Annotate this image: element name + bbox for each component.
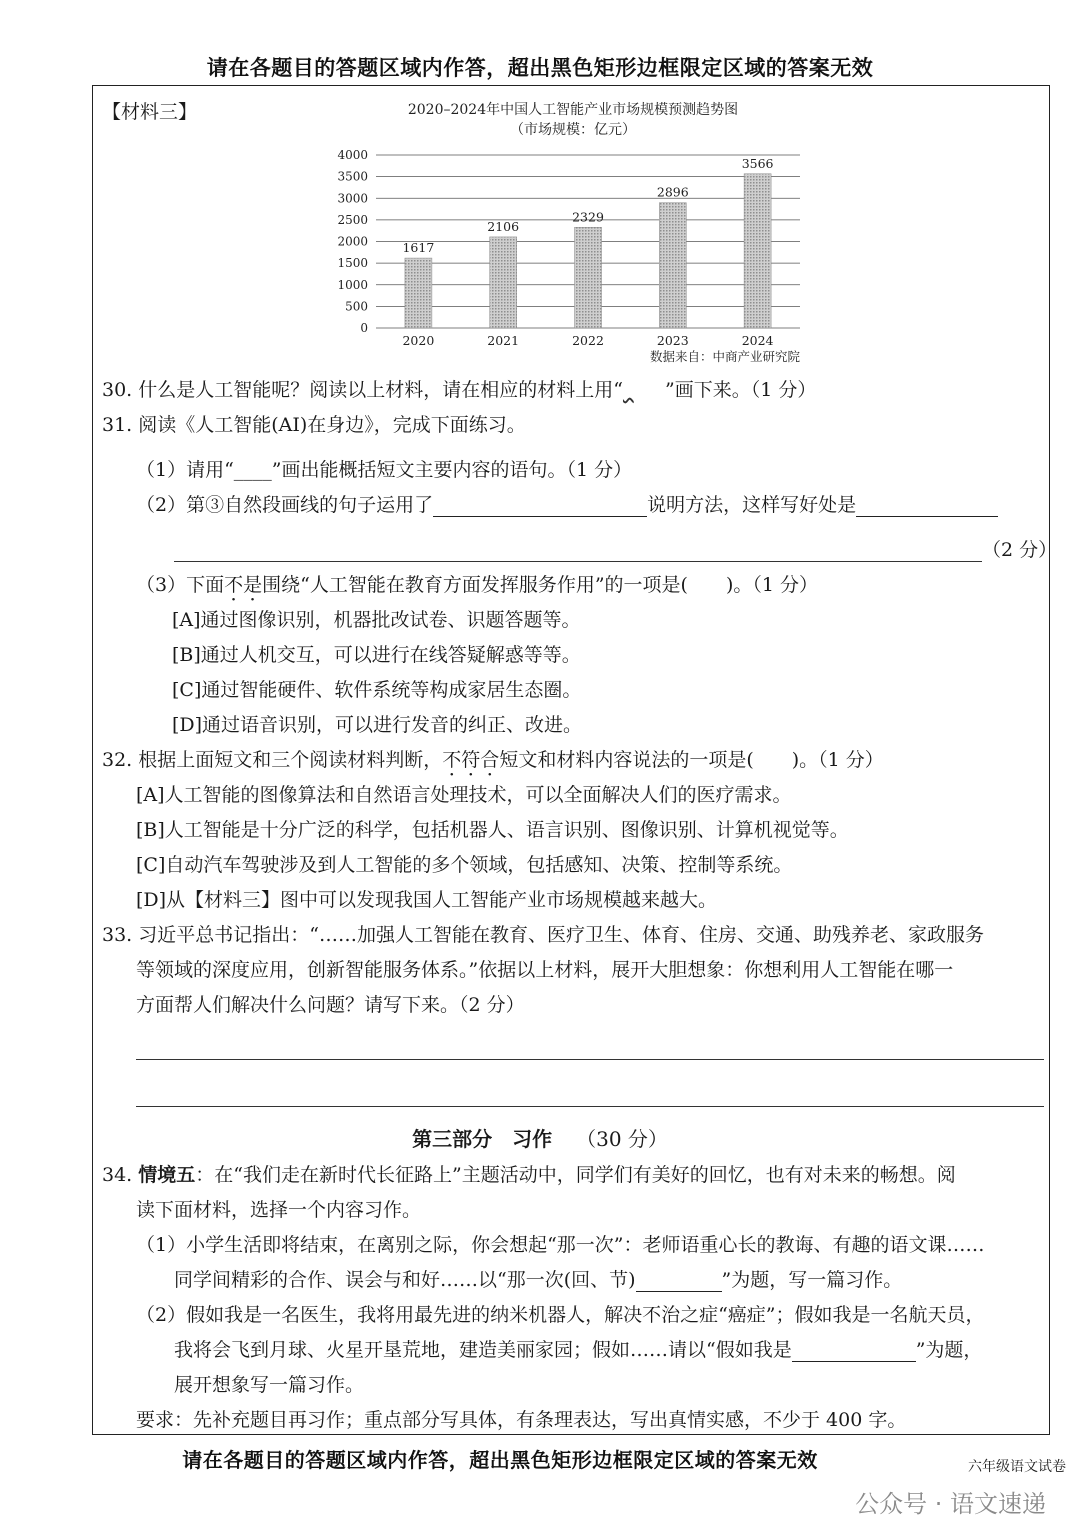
x-tick-label: 2023 [656, 333, 689, 348]
y-tick-label: 3000 [337, 191, 368, 206]
q30-part-a: 30. 什么是人工智能呢？阅读以上材料，请在相应的材料上用“ [102, 379, 623, 401]
q32-option-b: [B]人工智能是十分广泛的科学，包括机器人、语言识别、图像识别、计算机视觉等。 [136, 819, 849, 841]
bar-2022 [575, 227, 602, 328]
emphasis-char: 合 [480, 749, 500, 771]
q32-part-b: 短文和材料内容说法的一项是( )。（1 分） [499, 749, 884, 771]
q34-label: 情境五 [138, 1164, 196, 1186]
q31-part-2 [136, 493, 998, 517]
q34-option-2-b-text: 我将会飞到月球、火星开垦荒地，建造美丽家园；假如……请以“假如我是 [174, 1339, 792, 1361]
q31-part-2-a: （2）第③自然段画线的句子运用了 [136, 494, 434, 516]
y-tick-label: 2000 [337, 234, 368, 249]
q30-part-b: ”画下来。（1 分） [664, 379, 817, 401]
question-32 [102, 748, 884, 772]
q33-line-1: 33. 习近平总书记指出：“……加强人工智能在教育、医疗卫生、体育、住房、交通、助残养老、家政服务 [102, 924, 984, 946]
q32-option-c: [C]自动汽车驾驶涉及到人工智能的多个领域，包括感知、决策、控制等系统。 [136, 854, 793, 876]
q34-option-2-d: 展开想象写一篇习作。 [174, 1374, 365, 1396]
bar-value-label: 1617 [402, 240, 435, 256]
bar-2023 [659, 203, 686, 328]
emphasis-char: 是 [243, 574, 263, 596]
q31-option-b: [B]通过人机交互，可以进行在线答疑解惑等等。 [172, 644, 581, 666]
y-tick-label: 1000 [337, 277, 368, 292]
q33-line-2: 等领域的深度应用，创新智能服务体系。”依据以上材料，展开大胆想象：你想利用人工智能在哪一 [136, 959, 954, 981]
bar-value-label: 3566 [741, 155, 774, 171]
bar-2020 [405, 258, 432, 328]
q31-part-2-score: （2 分） [982, 539, 1058, 561]
x-tick-label: 2022 [572, 333, 604, 348]
q34-option-1-c: ”为题，写一篇习作。 [721, 1269, 903, 1291]
title-blank-1[interactable] [636, 1271, 722, 1292]
answer-line-benefit[interactable] [174, 561, 982, 562]
q31-part-3 [136, 573, 818, 597]
y-tick-label: 0 [360, 321, 368, 335]
q33-line-3: 方面帮人们解决什么问题？请写下来。（2 分） [136, 994, 525, 1016]
material-label: 【材料三】 [102, 101, 198, 123]
bar-value-label: 2106 [487, 218, 520, 234]
q32-part-a: 32. 根据上面短文和三个阅读材料判断， [102, 749, 443, 771]
q31-part-2-b: 说明方法，这样写好处是 [647, 494, 857, 516]
q34-option-2-a: （2）假如我是一名医生，我将用最先进的纳米机器人，解决不治之症“癌症”；假如我是一名航天员， [136, 1304, 985, 1326]
emphasis-char: 不 [442, 749, 462, 771]
q34-number: 34. [102, 1164, 133, 1186]
q31-option-c: [C]通过智能硬件、软件系统等构成家居生态圈。 [172, 679, 582, 701]
chart-subtitle: （市场规模：亿元） [510, 122, 636, 138]
q34-text-1: ：在“我们走在新时代长征路上”主题活动中，同学们有美好的回忆，也有对未来的畅想。阅 [195, 1164, 956, 1186]
title-blank-2[interactable] [792, 1341, 916, 1362]
paper-name: 六年级语文试卷 [968, 1459, 1066, 1475]
q34-option-1-b-text: 同学间精彩的合作、误会与和好……以“那一次(回、节) [174, 1269, 636, 1291]
answer-blank-method[interactable] [433, 496, 647, 517]
q34-line-2: 读下面材料，选择一个内容习作。 [136, 1199, 422, 1221]
q34-option-2-c: ”为题， [915, 1339, 983, 1361]
chart-source: 数据来自：中商产业研究院 [649, 349, 800, 364]
x-tick-label: 2020 [402, 333, 435, 348]
bar-2024 [744, 174, 771, 328]
q32-option-d: [D]从【材料三】图中可以发现我国人工智能产业市场规模越来越大。 [136, 889, 718, 911]
chart-title: 2020–2024年中国人工智能产业市场规模预测趋势图 [407, 102, 739, 118]
bar-value-label: 2896 [656, 184, 689, 200]
bottom-instruction: 请在各题目的答题区域内作答，超出黑色矩形边框限定区域的答案无效 [182, 1448, 818, 1472]
bar-2021 [490, 237, 517, 328]
answer-blank-benefit[interactable] [856, 496, 998, 517]
q31-option-a: [A]通过图像识别，机器批改试卷、识题答题等。 [172, 609, 581, 631]
section-3-name: 第三部分 习作 [412, 1127, 553, 1151]
question-30 [102, 378, 816, 402]
q31-part-3-a: （3）下面 [136, 574, 225, 596]
emphasis-char: 符 [461, 749, 481, 771]
x-tick-label: 2021 [487, 333, 520, 348]
wavy-underline-mark [623, 378, 665, 402]
q34-option-1-b [174, 1268, 902, 1292]
question-31-stem: 31. 阅读《人工智能(AI)在身边》，完成下面练习。 [102, 414, 526, 436]
q34-option-1-a: （1）小学生活即将结束，在离别之际，你会想起“那一次”：老师语重心长的教诲、有趣的语文课…… [136, 1234, 985, 1256]
x-tick-label: 2024 [741, 333, 774, 348]
section-3-title [0, 1123, 1080, 1152]
y-tick-label: 1500 [337, 256, 368, 271]
q31-part-3-b: 围绕“人工智能在教育方面发挥服务作用”的一项是( )。（1 分） [262, 574, 819, 596]
answer-line-1[interactable] [136, 1059, 1044, 1060]
emphasis-char: 不 [224, 574, 244, 596]
y-tick-label: 500 [345, 299, 368, 314]
q31-option-d: [D]通过语音识别，可以进行发音的纠正、改进。 [172, 714, 583, 736]
y-tick-label: 4000 [337, 148, 368, 162]
section-3-score: （30 分） [576, 1127, 668, 1151]
q34-requirement: 要求：先补充题目再习作；重点部分写具体，有条理表达，写出真情实感，不少于 400 字。 [136, 1409, 907, 1431]
top-instruction: 请在各题目的答题区域内作答，超出黑色矩形边框限定区域的答案无效 [206, 56, 874, 80]
y-tick-label: 2500 [337, 212, 368, 227]
answer-line-2[interactable] [136, 1106, 1044, 1107]
q32-option-a: [A]人工智能的图像算法和自然语言处理技术，可以全面解决人们的医疗需求。 [136, 784, 792, 806]
q34-option-2-b [174, 1338, 982, 1362]
market-size-chart [330, 98, 830, 368]
watermark: 公众号 · 语文速递 [855, 1490, 1046, 1518]
q31-part-1: （1）请用“____”画出能概括短文主要内容的语句。（1 分） [136, 459, 633, 481]
q34-line-1 [102, 1163, 956, 1187]
y-tick-label: 3500 [337, 169, 368, 184]
bar-value-label: 2329 [572, 209, 604, 225]
